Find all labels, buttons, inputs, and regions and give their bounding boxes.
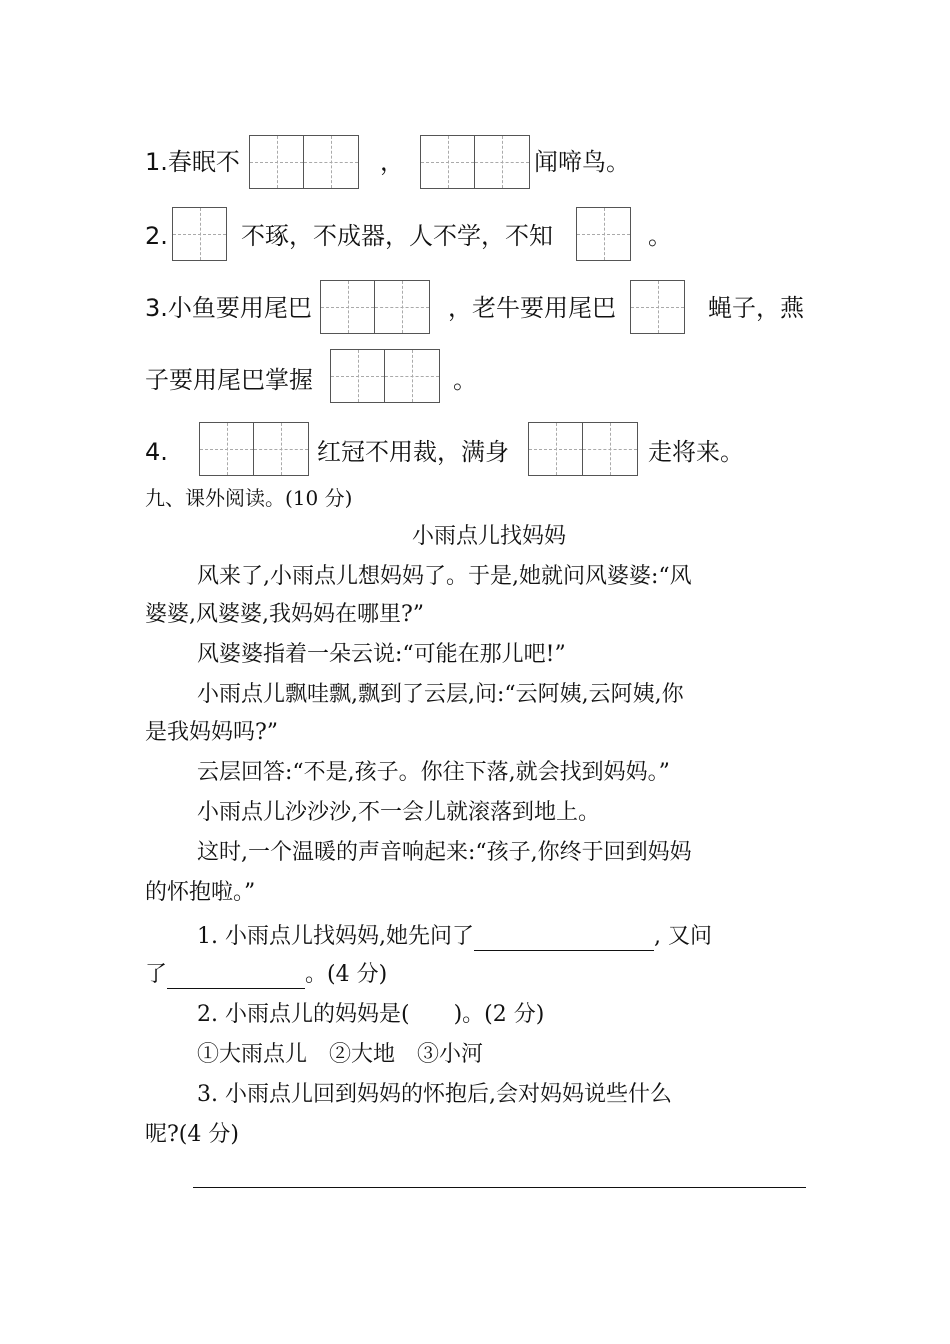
passage-line: 风婆婆指着一朵云说:“可能在那儿吧!”: [197, 642, 566, 667]
question-3: 3. 小雨点儿回到妈妈的怀抱后,会对妈妈说些什么: [197, 1082, 672, 1107]
question-1-text-c: 了: [145, 962, 168, 987]
q2-answer-box-1[interactable]: [172, 207, 227, 261]
question-2-options: ①大雨点儿 ②大地 ③小河: [197, 1042, 484, 1067]
question-1-text-d: 。(4 分): [305, 962, 388, 987]
q3-answer-box-2[interactable]: [630, 280, 685, 334]
q3-answer-box-1[interactable]: [320, 280, 430, 334]
answer-blank-1[interactable]: [474, 928, 654, 951]
question-1-line-1: [197, 923, 712, 951]
q4-answer-box-2[interactable]: [528, 422, 638, 476]
q1-answer-box-1[interactable]: [249, 135, 359, 189]
q2-answer-box-2[interactable]: [576, 207, 631, 261]
section-heading: 九、课外阅读。(10 分): [145, 486, 353, 510]
q3-text-e: 。: [453, 366, 477, 394]
passage-line: 小雨点儿飘哇飘,飘到了云层,问:“云阿姨,云阿姨,你: [197, 682, 684, 707]
passage-line: 的怀抱啦。”: [145, 880, 256, 905]
q3-text-a: 3.小鱼要用尾巴: [145, 294, 312, 322]
q3-text-b: ，老牛要用尾巴: [448, 294, 616, 322]
q3-text-c: 蝇子，燕: [708, 294, 804, 322]
passage-line: 云层回答:“不是,孩子。你往下落,就会找到妈妈。”: [197, 760, 670, 785]
q4-answer-box-1[interactable]: [199, 422, 309, 476]
answer-blank-2[interactable]: [167, 966, 305, 989]
question-1-text-b: , 又问: [653, 924, 712, 949]
q2-text-b: 不琢，不成器，人不学，不知: [241, 222, 553, 250]
q4-text-a: 4.: [145, 438, 168, 466]
q1-text-a: 1.春眠不: [145, 148, 240, 176]
passage-line: 是我妈妈吗?”: [145, 720, 279, 745]
question-1-line-2: [145, 961, 387, 989]
passage-line: 婆婆,风婆婆,我妈妈在哪里?”: [145, 602, 425, 627]
passage-line: 风来了,小雨点儿想妈妈了。于是,她就问风婆婆:“风: [197, 564, 692, 589]
passage-line: 小雨点儿沙沙沙,不一会儿就滚落到地上。: [197, 800, 600, 825]
q1-answer-box-2[interactable]: [420, 135, 530, 189]
passage-title: 小雨点儿找妈妈: [412, 524, 567, 549]
question-3-cont: 呢?(4 分): [145, 1122, 239, 1147]
q1-text-c: 闻啼鸟。: [534, 148, 630, 176]
passage-line: 这时,一个温暖的声音响起来:“孩子,你终于回到妈妈: [197, 840, 692, 865]
q4-text-c: 走将来。: [648, 438, 744, 466]
question-2: 2. 小雨点儿的妈妈是( )。(2 分): [197, 1002, 545, 1027]
q4-text-b: 红冠不用裁，满身: [317, 438, 509, 466]
q3-text-d: 子要用尾巴掌握: [145, 366, 313, 394]
q2-text-a: 2.: [145, 222, 168, 250]
q1-text-b: ，: [380, 148, 404, 176]
q3-answer-box-3[interactable]: [330, 349, 440, 403]
answer-line-3[interactable]: [193, 1187, 806, 1188]
q2-text-c: 。: [648, 222, 672, 250]
question-1-text: 1. 小雨点儿找妈妈,她先问了: [197, 924, 474, 949]
